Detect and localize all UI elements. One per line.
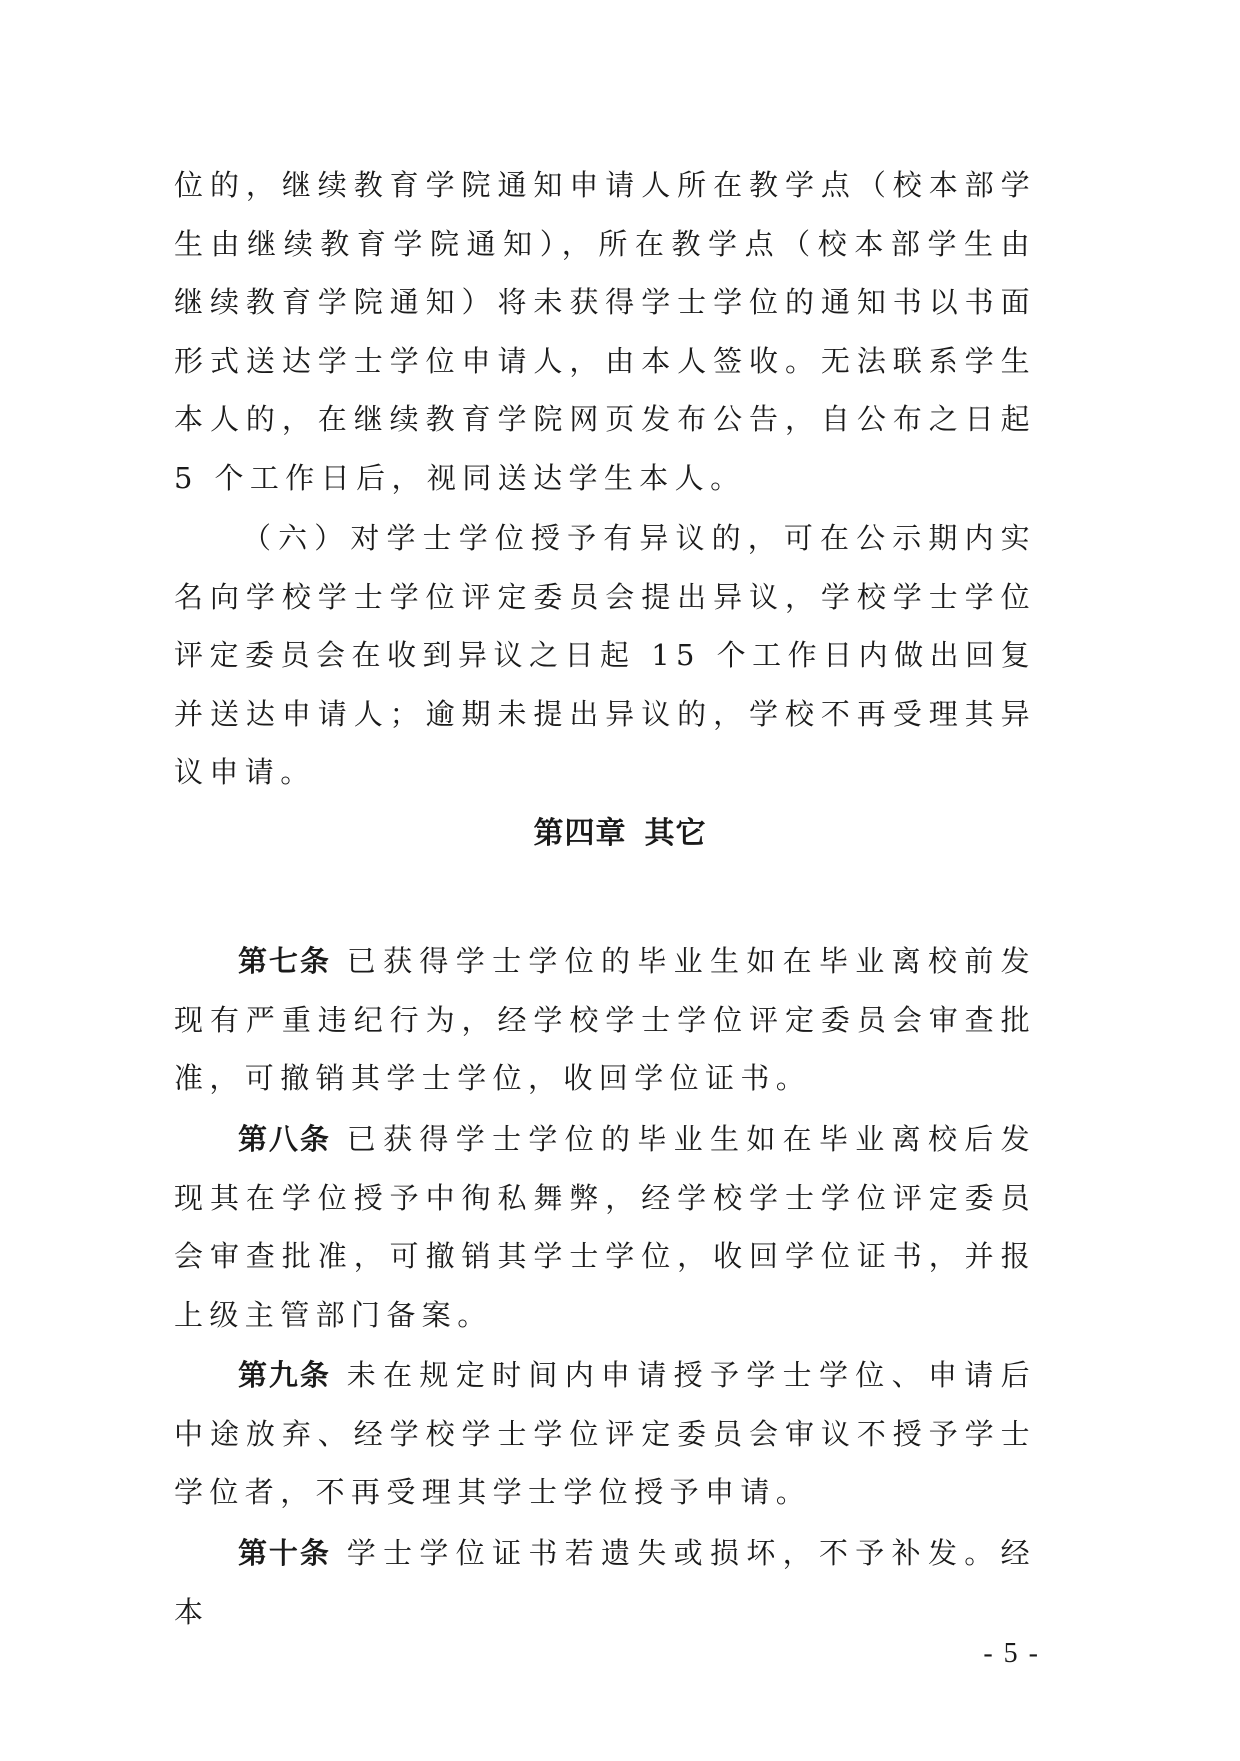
page-number: - 5 - — [983, 1638, 1040, 1669]
article-label: 第九条 — [238, 1358, 331, 1392]
article-label: 第八条 — [238, 1122, 331, 1156]
paragraph-continued: 位的，继续教育学院通知申请人所在教学点（校本部学生由继续教育学院通知），所在教学点（校本部学生由继续教育学院通知）将未获得学士学位的通知书以书面形式送达学士学位申请人，由本人签收。无法联系学生本人的，在继续教育学院网页发布公告，自公布之日起 5 个工作日后，视同送达学生本人。 — [174, 168, 1036, 495]
article-9 — [174, 1346, 1036, 1522]
chapter-heading — [0, 808, 1240, 852]
article-8 — [174, 1110, 1036, 1344]
chapter-number: 第四章 — [533, 816, 627, 851]
chapter-title: 其它 — [644, 816, 707, 851]
article-label: 第十条 — [238, 1536, 331, 1570]
article-label: 第七条 — [238, 944, 331, 978]
article-7 — [174, 932, 1036, 1108]
article-text: 学士学位证书若遗失或损坏，不予补发。经本 — [174, 1536, 1036, 1629]
article-text: 已获得学士学位的毕业生如在毕业离校前发现有严重违纪行为，经学校学士学位评定委员会审查批准，可撤销其学士学位，收回学位证书。 — [174, 944, 1036, 1095]
article-10 — [174, 1524, 1036, 1641]
article-text: 已获得学士学位的毕业生如在毕业离校后发现其在学位授予中徇私舞弊，经学校学士学位评定委员会审查批准，可撤销其学士学位，收回学位证书，并报上级主管部门备案。 — [174, 1122, 1036, 1332]
article-text: 未在规定时间内申请授予学士学位、申请后中途放弃、经学校学士学位评定委员会审议不授予学士学位者，不再受理其学士学位授予申请。 — [174, 1358, 1036, 1509]
paragraph-item-six: （六）对学士学位授予有异议的，可在公示期内实名向学校学士学位评定委员会提出异议，学校学士学位评定委员会在收到异议之日起 15 个工作日内做出回复并送达申请人；逾期未提出异议的，学校不再受理其异议申请。 — [174, 521, 1036, 789]
